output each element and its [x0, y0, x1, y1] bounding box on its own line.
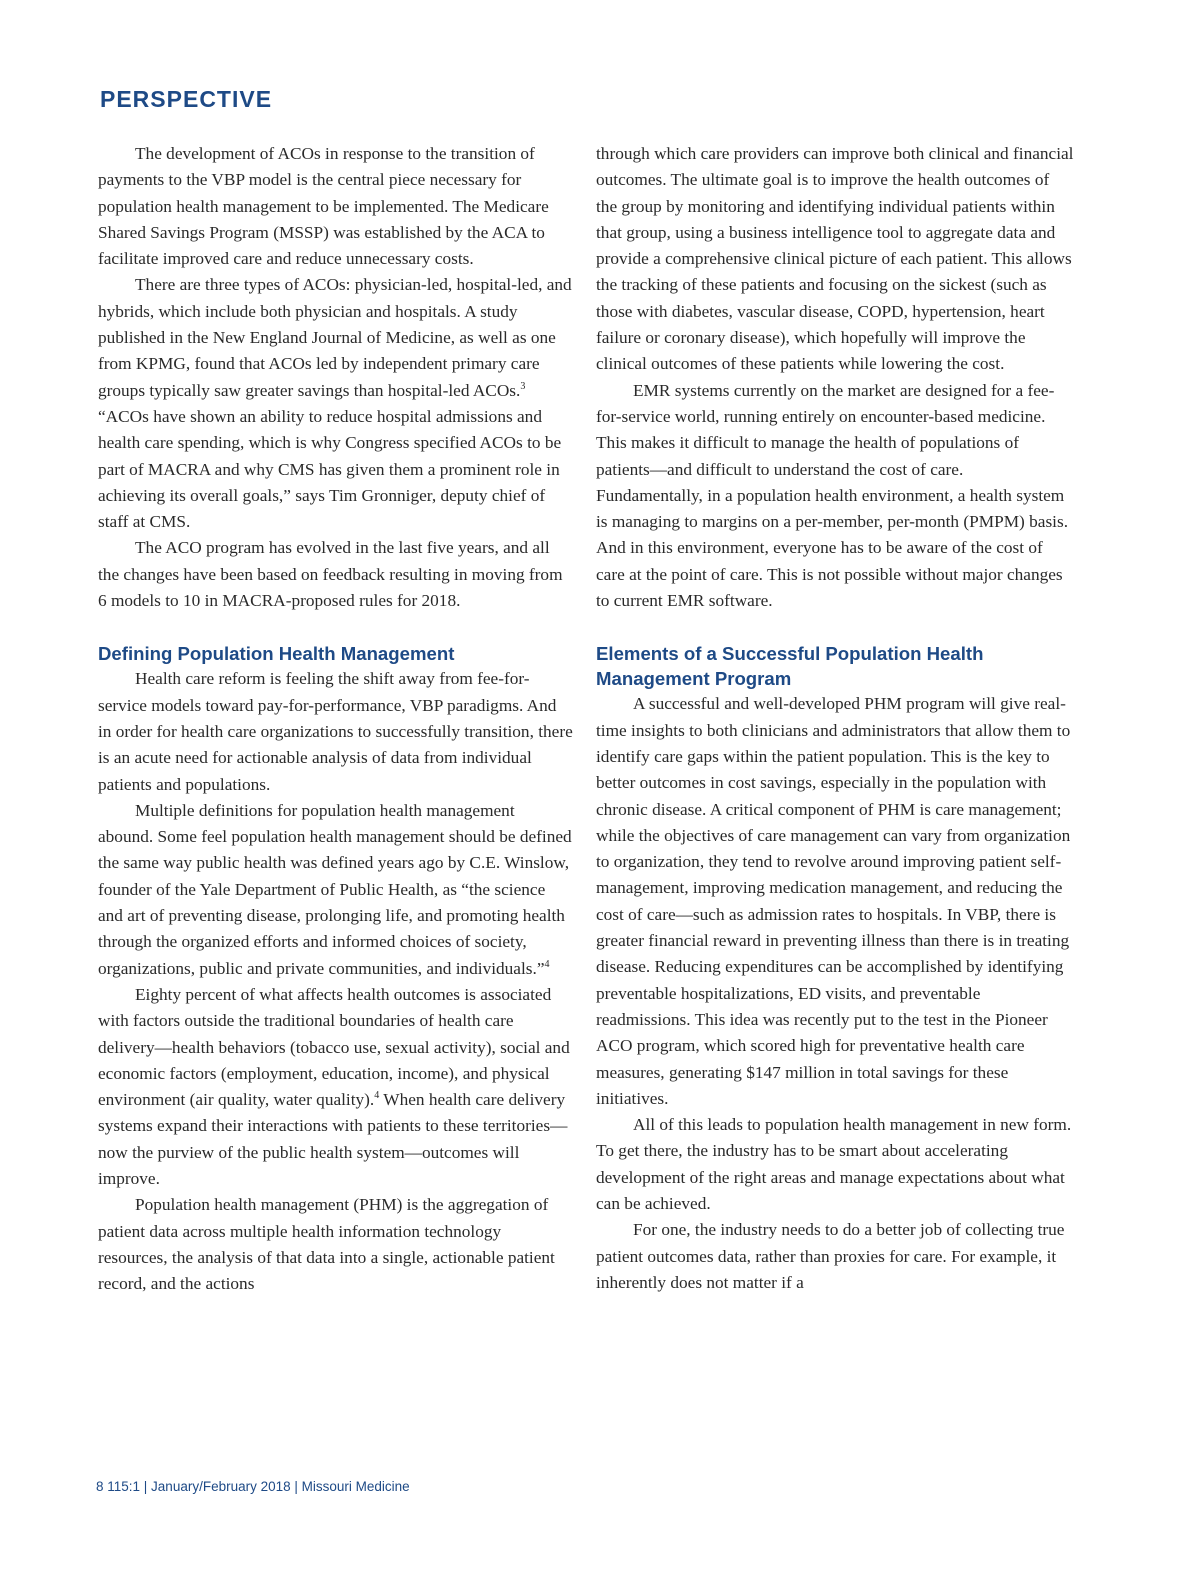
citation-ref: 3	[520, 380, 526, 392]
paragraph-text: When health care delivery systems expand their interactions with patients to these territories—now the purview of the public health system—outcomes will improve.	[98, 1090, 568, 1188]
page-footer: 8 115:1 | January/February 2018 | Missouri Medicine	[96, 1479, 410, 1494]
section-heading: Defining Population Health Management	[98, 643, 455, 665]
citation-ref: 4	[544, 958, 550, 970]
paragraph-text: Eighty percent of what affects health outcomes is associated with factors outside the traditional boundaries of health care delivery—health behaviors (tobacco use, sexual activity), social and economic factors (employment, education, income), and physical environment (air quality, water quality).	[98, 984, 570, 1110]
paragraph-text: “ACOs have shown an ability to reduce hospital admissions and health care spending, which is why Congress specified ACOs to be part of MACRA and why CMS has given them a prominent role in achieving its overall goals,” says Tim Gronniger, deputy chief of staff at CMS.	[98, 406, 562, 532]
paragraph-text: There are three types of ACOs: physician-led, hospital-led, and hybrids, which include both physician and hospitals. A study published in the New England Journal of Medicine, as well as one from KPMG, found that ACOs led by independent primary care groups typically saw greater savings than hospital-led ACOs.	[98, 275, 572, 400]
citation-ref: 4	[374, 1090, 380, 1102]
left-column	[98, 141, 574, 1297]
paragraph: The development of ACOs in response to the transition of payments to the VBP model is the central piece necessary for population health management to be implemented. The Medicare Shared Savings Program (MSSP) was established by the ACA to facilitate improved care and reduce unnecessary costs.	[98, 144, 549, 269]
paragraph: Population health management (PHM) is the aggregation of patient data across multiple health information technology resources, the analysis of that data into a single, actionable patient record, and the actions	[98, 1195, 555, 1294]
paragraph	[98, 272, 574, 535]
paragraph	[98, 982, 574, 1192]
paragraph-text: Multiple definitions for population health management abound. Some feel population health management should be defined the same way public health was defined years ago by C.E. Winslow, founder of the Yale Department of Public Health, as “the science and art of preventing disease, prolonging life, and promoting health through the organized efforts and informed choices of society, organizations, public and private communities, and individuals.”	[98, 800, 572, 978]
paragraph: All of this leads to population health management in new form. To get there, the industry has to be smart about accelerating development of the right areas and manage expectations about what can be achieved.	[596, 1115, 1072, 1213]
paragraph: through which care providers can improve both clinical and financial outcomes. The ultimate goal is to improve the health outcomes of the group by monitoring and identifying individual patients within that group, using a business intelligence tool to aggregate data and provide a comprehensive clinical picture of each patient. This allows the tracking of these patients and focusing on the sickest (such as those with diabetes, vascular disease, COPD, hypertension, heart failure or coronary disease), which hopefully will improve the clinical outcomes of these patients while lowering the cost.	[596, 144, 1074, 374]
paragraph: The ACO program has evolved in the last five years, and all the changes have been based on feedback resulting in moving from 6 models to 10 in MACRA-proposed rules for 2018.	[98, 538, 563, 611]
paragraph	[98, 798, 574, 982]
paragraph: For one, the industry needs to do a better job of collecting true patient outcomes data, rather than proxies for care. For example, it inherently does not matter if a	[596, 1220, 1065, 1292]
paragraph: A successful and well-developed PHM program will give real-time insights to both clinicians and administrators that allow them to identify care gaps within the patient population. This is the key to better outcomes in cost savings, especially in the population with chronic disease. A critical component of PHM is care management; while the objectives of care management can vary from organization to organization, they tend to revolve around improving patient self-management, improving medication management, and reducing the cost of care—such as admission rates to hospitals. In VBP, there is greater financial reward in preventing illness than there is in treating disease. Reducing expenditures can be accomplished by identifying preventable hospitalizations, ED visits, and preventable readmissions. This idea was recently put to the test in the Pioneer ACO program, which scored high for preventative health care measures, generating $147 million in total savings for these initiatives.	[596, 694, 1071, 1108]
section-heading: Elements of a Successful Population Health Management Program	[596, 643, 984, 690]
paragraph: EMR systems currently on the market are designed for a fee-for-service world, running entirely on encounter-based medicine. This makes it difficult to manage the health of populations of patients—and difficult to understand the cost of care. Fundamentally, in a population health environment, a health system is managing to margins on a per-member, per-month (PMPM) basis. And in this environment, everyone has to be aware of the cost of care at the point of care. This is not possible without major changes to current EMR software.	[596, 380, 1069, 611]
right-column	[596, 141, 1074, 1296]
paragraph: Health care reform is feeling the shift away from fee-for-service models toward pay-for-performance, VBP paradigms. And in order for health care organizations to successfully transition, there is an acute need for actionable analysis of data from individual patients and populations.	[98, 669, 573, 794]
section-label: PERSPECTIVE	[100, 86, 273, 112]
